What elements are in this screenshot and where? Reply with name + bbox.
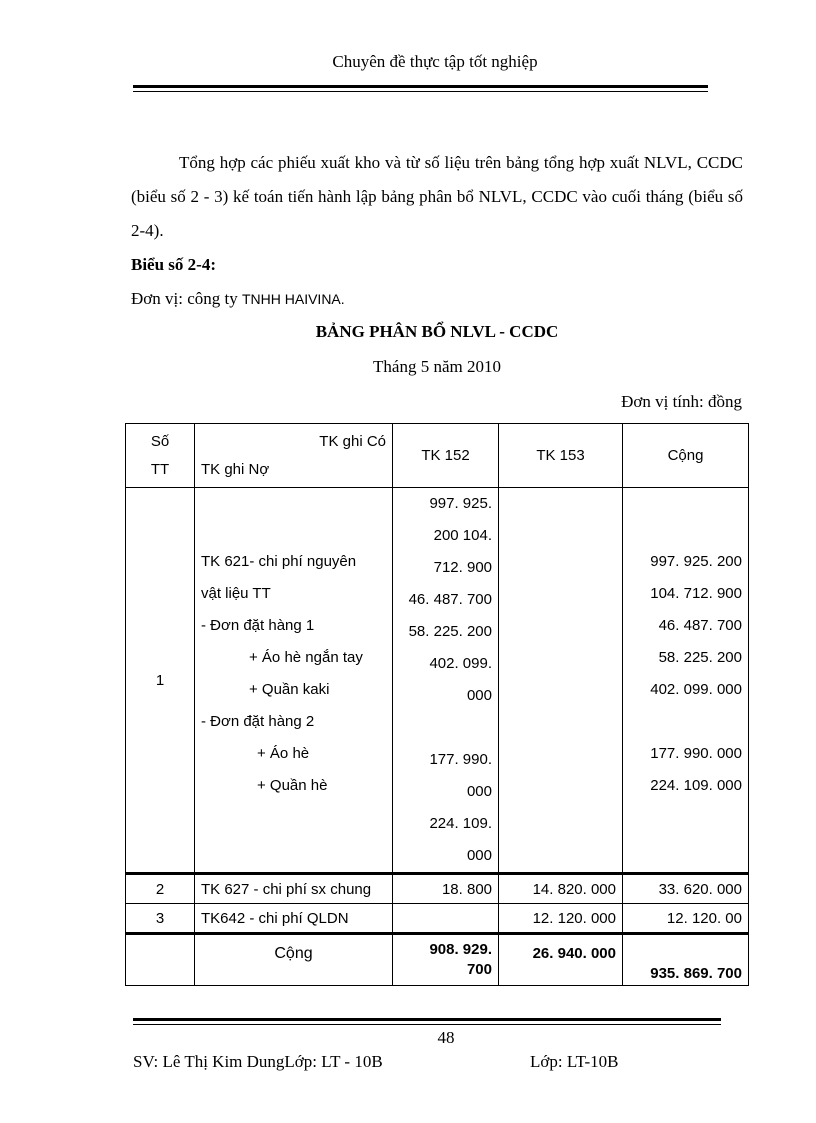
table-row-1 (126, 488, 749, 874)
unit-line (131, 282, 743, 316)
row1-desc-line: + Quần hè (257, 777, 328, 794)
total-tk152-line2: 700 (466, 961, 492, 978)
row1-tk152-line: 58. 225. 200 (408, 623, 492, 640)
unit-prefix: Đơn vị: công ty (131, 289, 238, 308)
allocation-table (125, 423, 749, 986)
row1-tk152 (393, 488, 499, 874)
row1-desc-line: - Đơn đặt hàng 1 (201, 617, 315, 634)
header-tk152: TK 152 (393, 424, 499, 488)
footer-class: Lớp: LT-10B (530, 1052, 619, 1071)
total-label: Cộng (195, 934, 393, 986)
row1-desc-line: + Quần kaki (249, 681, 330, 698)
row1-total (623, 488, 749, 874)
header-no-line1: Số (150, 432, 170, 450)
row1-tk152-spacer (399, 712, 492, 744)
footer-rule-thick (133, 1018, 721, 1021)
exhibit-label: Biểu số 2-4: (131, 255, 216, 274)
row1-no: 1 (126, 488, 195, 874)
row1-desc-line: + Áo hè ngắn tay (249, 649, 363, 666)
row3-desc: TK642 - chi phí QLDN (195, 904, 393, 934)
row1-desc-line: TK 621- chi phí nguyên (201, 553, 357, 570)
header-debit-label: TK ghi Nợ (201, 460, 270, 478)
header-account-split (195, 424, 393, 488)
row1-total-line: 177. 990. 000 (650, 745, 742, 762)
row1-total-line: 224. 109. 000 (650, 777, 742, 794)
row2-total: 33. 620. 000 (623, 874, 749, 904)
footer-student: SV: Lê Thị Kim DungLớp: LT - 10B (133, 1052, 383, 1071)
intro-text (131, 146, 743, 316)
running-header: Chuyên đề thực tập tốt nghiệp (332, 52, 538, 71)
header-no-line2: TT (150, 460, 170, 478)
row1-desc-line: + Áo hè (257, 745, 310, 762)
row1-tk152-line: 177. 990. (429, 751, 492, 768)
row2-tk153: 14. 820. 000 (499, 874, 623, 904)
row2-tk152: 18. 800 (393, 874, 499, 904)
page-number: 48 (437, 1028, 455, 1047)
row1-total-spacer (629, 706, 742, 738)
row1-tk152-line: 712. 900 (433, 559, 492, 576)
row1-tk152-line: 200 104. (433, 527, 492, 544)
row1-tk152-line: 000 (466, 687, 492, 704)
report-title: BẢNG PHÂN BỔ NLVL - CCDC (315, 322, 559, 341)
row3-tk152 (393, 904, 499, 934)
row2-desc: TK 627 - chi phí sx chung (195, 874, 393, 904)
row3-total: 12. 120. 00 (623, 904, 749, 934)
table-row-2 (126, 874, 749, 904)
table-total-row (126, 934, 749, 986)
total-tk152 (393, 934, 499, 986)
currency-note: Đơn vị tính: đồng (621, 392, 742, 411)
total-tk153: 26. 940. 000 (499, 934, 623, 986)
total-tk152-line1: 908. 929. (429, 941, 492, 958)
header-rule-thin (133, 91, 708, 92)
header-no (126, 424, 195, 488)
row1-total-line: 104. 712. 900 (650, 585, 742, 602)
row3-tk153: 12. 120. 000 (499, 904, 623, 934)
row1-desc-line: - Đơn đặt hàng 2 (201, 713, 315, 730)
row1-tk153 (499, 488, 623, 874)
row1-total-line: 46. 487. 700 (658, 617, 742, 634)
header-tk153: TK 153 (499, 424, 623, 488)
report-period: Tháng 5 năm 2010 (373, 357, 501, 376)
row1-total-line: 997. 925. 200 (650, 553, 742, 570)
row1-total-line: 58. 225. 200 (658, 649, 742, 666)
table-header-row (126, 424, 749, 488)
row2-no: 2 (126, 874, 195, 904)
row1-desc-line: vật liệu TT (201, 585, 271, 602)
row1-total-line: 402. 099. 000 (650, 681, 742, 698)
row1-tk152-line: 000 (466, 847, 492, 864)
table-row-3 (126, 904, 749, 934)
row1-tk152-line: 997. 925. (429, 495, 492, 512)
intro-paragraph: Tổng hợp các phiếu xuất kho và từ số liệu trên bảng tổng hợp xuất NLVL, CCDC (biểu số 2 - 3) kế toán tiến hành lập bảng phân bổ NLVL, CCDC vào cuối tháng (biểu số 2-4). (131, 153, 743, 240)
unit-name: TNHH HAIVINA. (241, 291, 345, 307)
row3-no: 3 (126, 904, 195, 934)
footer-rule-thin (133, 1024, 721, 1025)
header-rule-thick (133, 85, 708, 88)
row1-tk152-line: 224. 109. (429, 815, 492, 832)
row1-tk152-line: 402. 099. (429, 655, 492, 672)
row1-tk152-line: 46. 487. 700 (408, 591, 492, 608)
header-total: Cộng (623, 424, 749, 488)
total-no (126, 934, 195, 986)
row1-tk152-line: 000 (466, 783, 492, 800)
header-credit-label: TK ghi Có (319, 432, 386, 450)
row1-desc (195, 488, 393, 874)
total-total: 935. 869. 700 (623, 934, 749, 986)
